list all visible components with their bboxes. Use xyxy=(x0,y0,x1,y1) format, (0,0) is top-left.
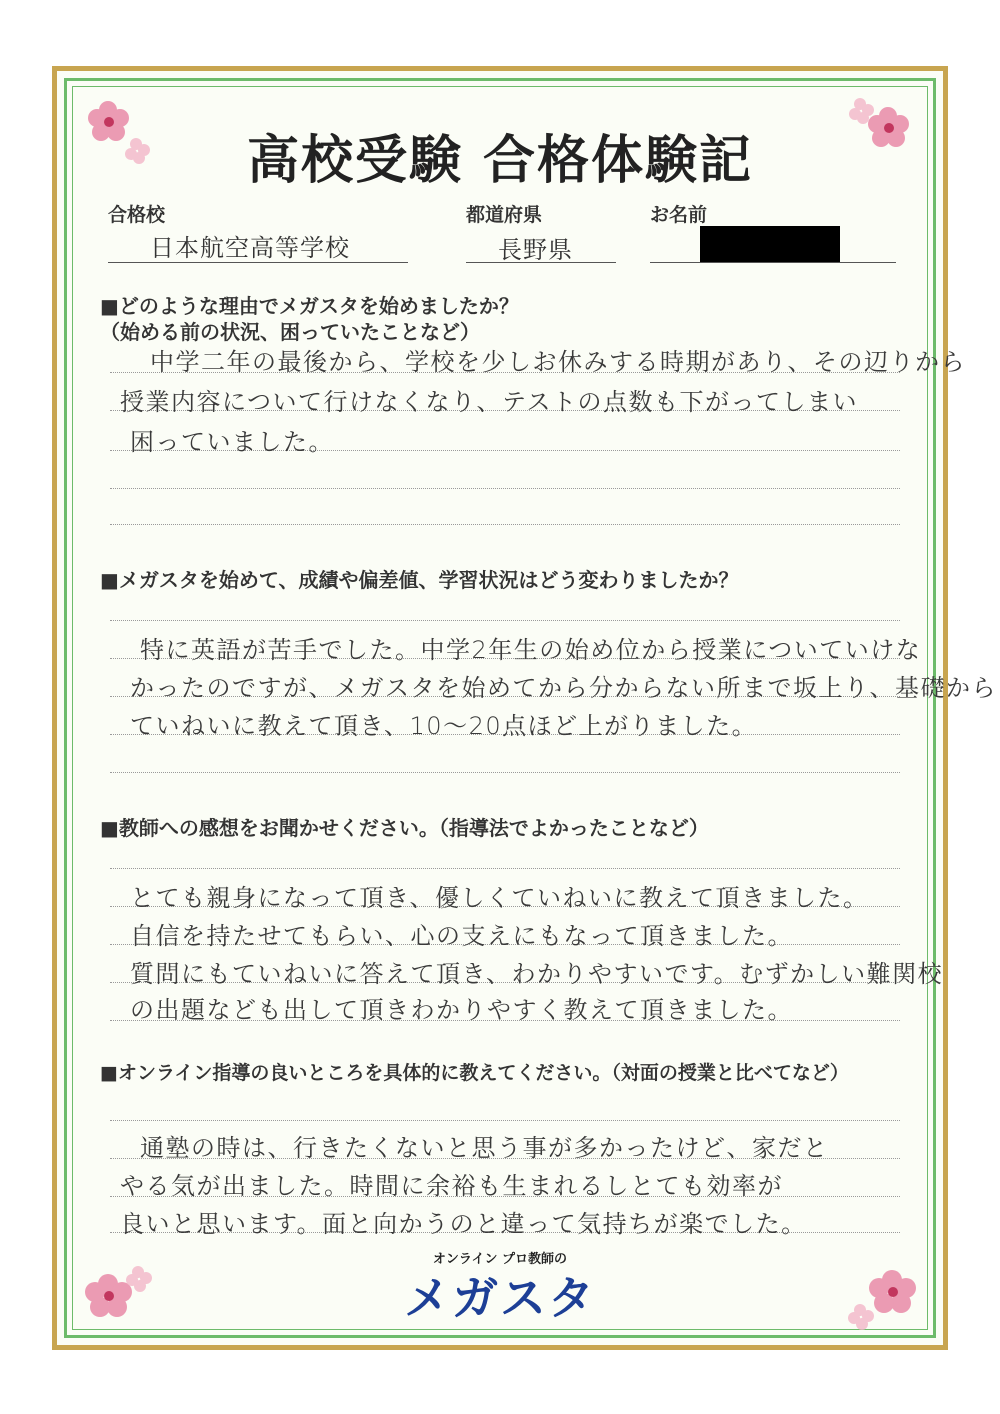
ruled-line xyxy=(110,1120,900,1121)
answer-4-line-2: やる気が出ました。時間に余裕も生まれるしとても効率が xyxy=(120,1172,783,1200)
ruled-line xyxy=(110,524,900,525)
ruled-line xyxy=(110,868,900,869)
prefecture-label: 都道府県 xyxy=(466,204,543,226)
ruled-line xyxy=(110,620,900,621)
answer-1-line-2: 授業内容について行けなくなり、テストの点数も下がってしまい xyxy=(120,388,859,416)
answer-3-line-3: 質問にもていねいに答えて頂き、わかりやすいです。むずかしい難関校 xyxy=(130,960,944,988)
page-title: 高校受験 合格体験記 xyxy=(246,130,754,191)
name-redaction xyxy=(700,226,840,262)
answer-1-line-1: 中学二年の最後から、学校を少しお休みする時期があり、その辺りから xyxy=(150,348,966,376)
question-1-sub: （始める前の状況、困っていたことなど） xyxy=(100,320,480,344)
answer-1-line-3: 困っていました。 xyxy=(130,428,334,456)
answer-2-line-2: かったのですが、メガスタを始めてから分からない所まで坂上り、基礎から xyxy=(130,674,997,702)
school-underline xyxy=(108,262,408,263)
school-label: 合格校 xyxy=(108,204,166,226)
logo-megasta: メガスタ xyxy=(404,1271,596,1325)
ruled-line xyxy=(110,488,900,489)
name-label: お名前 xyxy=(650,204,708,226)
answer-3-line-4: の出題なども出して頂きわかりやすく教えて頂きました。 xyxy=(130,996,793,1024)
answer-4-line-1: 通塾の時は、行きたくないと思う事が多かったけど、家だと xyxy=(140,1134,829,1162)
question-3: ■教師への感想をお聞かせください。（指導法でよかったことなど） xyxy=(100,816,709,840)
answer-3-line-2: 自信を持たせてもらい、心の支えにもなって頂きました。 xyxy=(130,922,793,950)
answer-2-line-3: ていねいに教えて頂き、10～20点ほど上がりました。 xyxy=(130,712,758,740)
question-1: ■どのような理由でメガスタを始めましたか？ xyxy=(100,294,519,318)
name-underline xyxy=(650,262,896,263)
school-value: 日本航空高等学校 xyxy=(150,234,350,262)
ruled-line xyxy=(110,772,900,773)
question-4: ■オンライン指導の良いところを具体的に教えてください。（対面の授業と比べてなど） xyxy=(100,1062,849,1084)
prefecture-value: 長野県 xyxy=(498,236,573,264)
answer-2-line-1: 特に英語が苦手でした。中学2年生の始め位から授業についていけな xyxy=(140,636,922,664)
question-2: ■メガスタを始めて、成績や偏差値、学習状況はどう変わりましたか？ xyxy=(100,568,739,592)
answer-4-line-3: 良いと思います。面と向かうのと違って気持ちが楽でした。 xyxy=(120,1210,807,1238)
logo-tagline: オンライン プロ教師の xyxy=(432,1252,568,1267)
answer-3-line-1: とても親身になって頂き、優しくていねいに教えて頂きました。 xyxy=(130,884,869,912)
prefecture-underline xyxy=(466,262,616,263)
